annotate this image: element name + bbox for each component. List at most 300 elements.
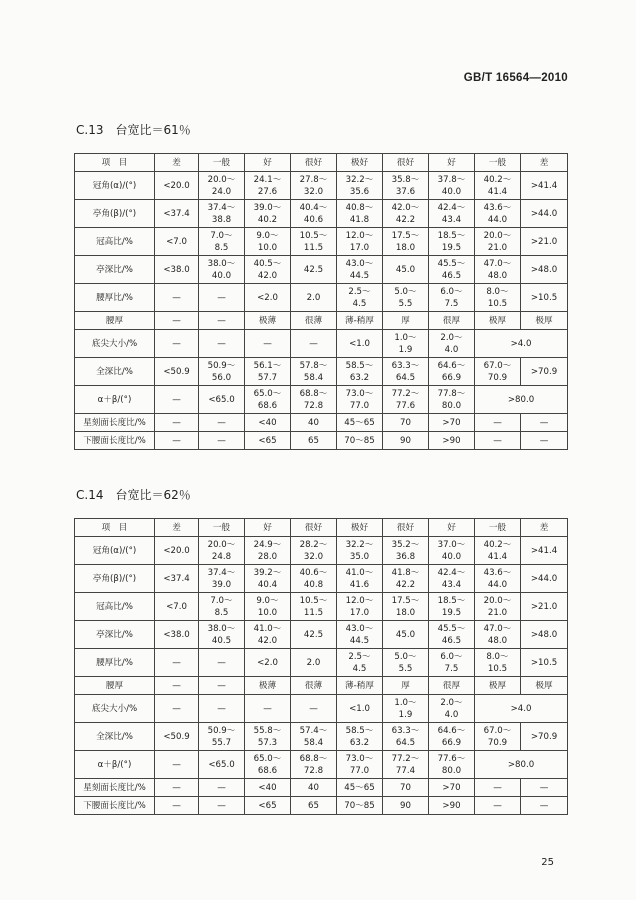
cell-line-top: 2.0～ (440, 697, 463, 708)
cell-line-bottom: 64.5 (395, 372, 416, 383)
cell-line-top: 70～85 (344, 435, 375, 446)
cell-line-top: 65 (308, 800, 319, 811)
cell-line-bottom: 35.6 (349, 186, 370, 197)
cell-line-bottom: 10.5 (487, 663, 508, 674)
cell-line-top: <65 (258, 800, 277, 811)
row-label: 底尖大小/% (75, 695, 155, 723)
table-cell (475, 779, 521, 797)
cell-line-top: — (539, 782, 549, 793)
cell-line-top: 77.2～ (391, 753, 420, 764)
table-cell (475, 228, 521, 256)
cell-line-top: 41.0～ (345, 567, 374, 578)
cell-line-bottom: 4.0 (444, 709, 459, 720)
cell-line-bottom: 10.5 (487, 298, 508, 309)
table-cell (291, 432, 337, 450)
cell-line-bottom: 48.0 (487, 635, 508, 646)
cell-line-top: 7.0～ (210, 230, 233, 241)
cell-line-top: — (172, 435, 181, 446)
table-cell (383, 172, 429, 200)
cell-line-top: >90 (442, 800, 461, 811)
cell-line-top: <50.9 (163, 366, 190, 377)
table-cell (199, 414, 245, 432)
column-header: 极好 (337, 154, 383, 172)
cell-line-top: — (172, 292, 181, 303)
table-cell (475, 386, 568, 414)
cell-line-bottom: 63.2 (349, 737, 370, 748)
table-cell (199, 284, 245, 312)
cell-line-top: 10.5～ (299, 595, 328, 606)
cell-line-top: 77.8～ (437, 388, 466, 399)
table-cell (337, 200, 383, 228)
table-cell (245, 256, 291, 284)
cell-line-top: 77.2～ (391, 388, 420, 399)
cell-line-top: 57.8～ (299, 360, 328, 371)
table-row (75, 537, 568, 565)
cell-line-top: 极薄 (258, 315, 277, 326)
table-cell (475, 797, 521, 815)
column-header: 好 (429, 154, 475, 172)
table-cell (337, 593, 383, 621)
cell-line-bottom: 68.6 (257, 765, 278, 776)
cell-line-top: 57.4～ (299, 725, 328, 736)
cell-line-top: — (172, 315, 181, 326)
table-cell (199, 537, 245, 565)
cell-line-bottom: 19.5 (441, 242, 462, 253)
table-cell (429, 649, 475, 677)
table-cell (429, 695, 475, 723)
cell-line-top: — (217, 680, 226, 691)
cell-line-top: 65.0～ (253, 753, 282, 764)
cell-line-top: 90 (400, 435, 411, 446)
table-cell (245, 677, 291, 695)
cell-line-top: <20.0 (163, 180, 190, 191)
table-cell (245, 172, 291, 200)
cell-line-top: <7.0 (166, 236, 187, 247)
table-cell (521, 200, 568, 228)
cell-line-top: 43.0～ (345, 623, 374, 634)
cell-line-bottom: 40.6 (303, 214, 324, 225)
column-header: 很好 (291, 154, 337, 172)
table-cell (291, 228, 337, 256)
table-cell (521, 228, 568, 256)
cell-line-top: 40.5～ (253, 258, 282, 269)
column-header: 差 (521, 154, 568, 172)
table-cell (383, 312, 429, 330)
cell-line-top: 5.0～ (394, 651, 417, 662)
cell-line-top: 6.0～ (440, 651, 463, 662)
cell-line-bottom: 18.0 (395, 242, 416, 253)
cell-line-top: 65 (308, 435, 319, 446)
row-label: 腰厚 (75, 312, 155, 330)
cell-line-top: <38.0 (163, 629, 190, 640)
cell-line-top: — (172, 759, 181, 770)
cell-line-bottom: 43.4 (441, 214, 462, 225)
cell-line-top: 50.9～ (207, 360, 236, 371)
row-label: 冠高比/% (75, 228, 155, 256)
cell-line-top: 17.5～ (391, 230, 420, 241)
cell-line-bottom: 63.2 (349, 372, 370, 383)
table-cell (383, 593, 429, 621)
standard-code: GB/T 16564—2010 (463, 72, 568, 84)
table-cell (291, 172, 337, 200)
row-label: 冠角(α)/(°) (75, 172, 155, 200)
cell-line-top: 38.0～ (207, 258, 236, 269)
table-cell (155, 330, 199, 358)
cell-line-bottom: 77.0 (349, 765, 370, 776)
row-label: 冠高比/% (75, 593, 155, 621)
cell-line-top: >21.0 (530, 601, 558, 612)
table-c13-caption: C.13 台宽比＝61％ (76, 123, 191, 137)
table-cell (155, 172, 199, 200)
cell-line-top: 58.5～ (345, 725, 374, 736)
table-cell (337, 414, 383, 432)
table-cell (291, 386, 337, 414)
cell-line-top: 很厚 (442, 680, 461, 691)
cell-line-bottom: 28.0 (257, 551, 278, 562)
table-row (75, 256, 568, 284)
column-header: 项 目 (75, 519, 155, 537)
table-cell (383, 432, 429, 450)
cell-line-top: 很薄 (304, 680, 323, 691)
table-cell (199, 695, 245, 723)
table-cell (291, 593, 337, 621)
cell-line-top: <40 (258, 782, 277, 793)
table-cell (383, 695, 429, 723)
table-cell (155, 723, 199, 751)
table-row (75, 779, 568, 797)
column-header: 很好 (291, 519, 337, 537)
table-cell (475, 649, 521, 677)
table-cell (521, 779, 568, 797)
row-label: 底尖大小/% (75, 330, 155, 358)
cell-line-top: 35.8～ (391, 174, 420, 185)
table-row (75, 797, 568, 815)
cell-line-top: 39.2～ (253, 567, 282, 578)
table-cell (337, 256, 383, 284)
table-cell (521, 312, 568, 330)
table-cell (291, 621, 337, 649)
column-header: 很好 (383, 154, 429, 172)
row-label: 全深比/% (75, 723, 155, 751)
cell-line-top: — (493, 800, 502, 811)
cell-line-top: 2.0 (306, 657, 321, 668)
cell-line-top: 41.0～ (253, 623, 282, 634)
table-cell (337, 172, 383, 200)
cell-line-top: — (172, 680, 181, 691)
table-cell (245, 621, 291, 649)
table-row (75, 414, 568, 432)
cell-line-bottom: 36.8 (395, 551, 416, 562)
table-cell (429, 723, 475, 751)
cell-line-bottom: 41.8 (349, 214, 370, 225)
table-cell (155, 695, 199, 723)
cell-line-top: 40.2～ (483, 174, 512, 185)
table-row (75, 432, 568, 450)
table-cell (291, 797, 337, 815)
table-cell (155, 200, 199, 228)
table-cell (337, 723, 383, 751)
cell-line-top: 39.0～ (253, 202, 282, 213)
cell-line-top: 41.8～ (391, 567, 420, 578)
table-cell (429, 797, 475, 815)
cell-line-top: — (217, 315, 226, 326)
cell-line-bottom: 4.5 (352, 298, 367, 309)
cell-line-top: 42.5 (303, 629, 324, 640)
table-cell (199, 565, 245, 593)
table-cell (245, 649, 291, 677)
table-cell (199, 358, 245, 386)
cell-line-bottom: 40.4 (257, 579, 278, 590)
cell-line-bottom: 41.4 (487, 186, 508, 197)
table-cell (199, 256, 245, 284)
table-cell (521, 256, 568, 284)
cell-line-top: 70～85 (344, 800, 375, 811)
table-cell (429, 537, 475, 565)
cell-line-top: 73.0～ (345, 753, 374, 764)
cell-line-top: 63.3～ (391, 725, 420, 736)
cell-line-top: 90 (400, 800, 411, 811)
cell-line-top: 40 (308, 417, 319, 428)
table-cell (155, 797, 199, 815)
table-cell (429, 200, 475, 228)
cell-line-top: <20.0 (163, 545, 190, 556)
cell-line-top: >48.0 (530, 264, 558, 275)
row-label: 腰厚 (75, 677, 155, 695)
table-row (75, 330, 568, 358)
row-label: α＋β/(°) (75, 751, 155, 779)
cell-line-top: 薄-稍厚 (345, 315, 374, 326)
table-cell (291, 751, 337, 779)
table-row (75, 621, 568, 649)
table-cell (337, 432, 383, 450)
table-cell (199, 228, 245, 256)
cell-line-bottom: 37.6 (395, 186, 416, 197)
cell-line-bottom: 42.2 (395, 214, 416, 225)
cell-line-top: 45.5～ (437, 623, 466, 634)
table-cell (475, 284, 521, 312)
cell-line-bottom: 11.5 (303, 242, 324, 253)
cell-line-top: — (217, 800, 226, 811)
cell-line-top: 24.9～ (253, 539, 282, 550)
cell-line-top: <1.0 (349, 338, 370, 349)
table-cell (199, 649, 245, 677)
cell-line-bottom: 48.0 (487, 270, 508, 281)
cell-line-bottom: 58.4 (303, 372, 324, 383)
cell-line-bottom: 43.4 (441, 579, 462, 590)
column-header: 项 目 (75, 154, 155, 172)
cell-line-top: 42.0～ (391, 202, 420, 213)
row-label: α＋β/(°) (75, 386, 155, 414)
cell-line-top: 50.9～ (207, 725, 236, 736)
table-cell (291, 358, 337, 386)
table-row (75, 695, 568, 723)
cell-line-bottom: 77.4 (395, 765, 416, 776)
table-cell (291, 330, 337, 358)
table-cell (475, 256, 521, 284)
table-cell (199, 779, 245, 797)
cell-line-top: 极厚 (535, 315, 553, 326)
cell-line-top: 42.5 (303, 264, 324, 275)
cell-line-bottom: 35.0 (349, 551, 370, 562)
cell-line-top: 18.5～ (437, 230, 466, 241)
cell-line-top: 68.8～ (299, 753, 328, 764)
cell-line-top: — (172, 394, 181, 405)
table-cell (521, 565, 568, 593)
cell-line-top: <65.0 (208, 394, 235, 405)
cell-line-top: >80.0 (507, 759, 535, 770)
table-cell (199, 751, 245, 779)
cell-line-bottom: 18.0 (395, 607, 416, 618)
cell-line-bottom: 70.9 (487, 372, 508, 383)
cell-line-bottom: 7.5 (444, 298, 459, 309)
cell-line-top: 很薄 (304, 315, 323, 326)
cell-line-top: 68.8～ (299, 388, 328, 399)
cell-line-top: 47.0～ (483, 258, 512, 269)
cell-line-top: 42.4～ (437, 567, 466, 578)
table-cell (245, 695, 291, 723)
cell-line-top: — (493, 435, 502, 446)
cell-line-top: 37.4～ (207, 567, 236, 578)
table-row (75, 358, 568, 386)
table-cell (291, 414, 337, 432)
table-cell (199, 330, 245, 358)
cell-line-bottom: 27.6 (257, 186, 278, 197)
table-row (75, 649, 568, 677)
cell-line-bottom: 4.5 (352, 663, 367, 674)
cell-line-bottom: 32.0 (303, 551, 324, 562)
cell-line-bottom: 44.0 (487, 579, 508, 590)
cell-line-top: >44.0 (530, 208, 558, 219)
cell-line-top: 24.1～ (253, 174, 282, 185)
cell-line-top: 43.0～ (345, 258, 374, 269)
table-cell (155, 414, 199, 432)
cell-line-bottom: 40.5 (211, 635, 232, 646)
cell-line-top: 32.2～ (345, 174, 374, 185)
table-cell (337, 797, 383, 815)
cell-line-top: 1.0～ (394, 697, 417, 708)
cell-line-top: 2.0～ (440, 332, 463, 343)
cell-line-top: — (217, 417, 226, 428)
cell-line-top: 40.8～ (345, 202, 374, 213)
table-cell (291, 200, 337, 228)
cell-line-bottom: 72.8 (303, 765, 324, 776)
column-header: 很好 (383, 519, 429, 537)
cell-line-top: <65.0 (208, 759, 235, 770)
cell-line-top: — (539, 435, 549, 446)
table-cell (521, 797, 568, 815)
cell-line-bottom: 44.0 (487, 214, 508, 225)
table-cell (383, 256, 429, 284)
cell-line-top: 55.8～ (253, 725, 282, 736)
cell-line-top: 6.0～ (440, 286, 463, 297)
table-cell (337, 312, 383, 330)
cell-line-bottom: 42.0 (257, 270, 278, 281)
cell-line-bottom: 5.5 (398, 298, 413, 309)
cell-line-top: 67.0～ (483, 725, 512, 736)
row-label: 亭角(β)/(°) (75, 565, 155, 593)
cell-line-top: >44.0 (530, 573, 558, 584)
column-header: 好 (245, 154, 291, 172)
cell-line-top: — (263, 703, 272, 714)
cell-line-bottom: 66.9 (441, 372, 462, 383)
table-cell (429, 330, 475, 358)
table-cell (291, 695, 337, 723)
table-row (75, 593, 568, 621)
table-cell (475, 723, 521, 751)
cell-line-top: 37.8～ (437, 174, 466, 185)
cell-line-top: 43.6～ (483, 202, 512, 213)
row-label: 冠角(α)/(°) (75, 537, 155, 565)
table-cell (291, 779, 337, 797)
cell-line-bottom: 80.0 (441, 765, 462, 776)
cell-line-top: 67.0～ (483, 360, 512, 371)
table-cell (199, 797, 245, 815)
table-cell (429, 312, 475, 330)
table-cell (245, 312, 291, 330)
table-cell (245, 723, 291, 751)
cell-line-bottom: 46.5 (441, 635, 462, 646)
table-cell (337, 330, 383, 358)
table-cell (155, 649, 199, 677)
cell-line-top: >21.0 (530, 236, 558, 247)
table-cell (155, 779, 199, 797)
table-cell (245, 565, 291, 593)
table-cell (521, 621, 568, 649)
cell-line-top: 40.4～ (299, 202, 328, 213)
column-header: 一般 (475, 519, 521, 537)
table-cell (429, 432, 475, 450)
cell-line-bottom: 42.0 (257, 635, 278, 646)
cell-line-bottom: 41.4 (487, 551, 508, 562)
column-header: 一般 (199, 154, 245, 172)
table-row (75, 723, 568, 751)
cell-line-bottom: 70.9 (487, 737, 508, 748)
cell-line-top: <37.4 (163, 573, 190, 584)
table-cell (429, 779, 475, 797)
table-cell (199, 677, 245, 695)
cell-line-top: 35.2～ (391, 539, 420, 550)
cell-line-bottom: 10.0 (257, 607, 278, 618)
table-cell (383, 751, 429, 779)
table-cell (245, 432, 291, 450)
cell-line-top: >70 (442, 782, 461, 793)
table-cell (429, 621, 475, 649)
table-cell (291, 565, 337, 593)
cell-line-top: <50.9 (163, 731, 190, 742)
table-cell (245, 200, 291, 228)
row-label: 下腰面长度比/% (75, 797, 155, 815)
cell-line-top: 32.2～ (345, 539, 374, 550)
cell-line-bottom: 1.9 (398, 344, 413, 355)
table-cell (475, 751, 568, 779)
cell-line-top: 77.6～ (437, 753, 466, 764)
table-cell (199, 621, 245, 649)
table-cell (475, 593, 521, 621)
cell-line-top: 56.1～ (253, 360, 282, 371)
cell-line-bottom: 17.0 (349, 607, 370, 618)
cell-line-top: 20.0～ (207, 539, 236, 550)
cell-line-top: 43.6～ (483, 567, 512, 578)
table-cell (337, 649, 383, 677)
row-label: 星刻面长度比/% (75, 779, 155, 797)
cell-line-bottom: 68.6 (257, 400, 278, 411)
table-cell (475, 565, 521, 593)
table-cell (475, 677, 521, 695)
cell-line-bottom: 40.0 (441, 186, 462, 197)
cell-line-bottom: 24.0 (211, 186, 232, 197)
table-cell (521, 414, 568, 432)
column-header: 差 (155, 154, 199, 172)
